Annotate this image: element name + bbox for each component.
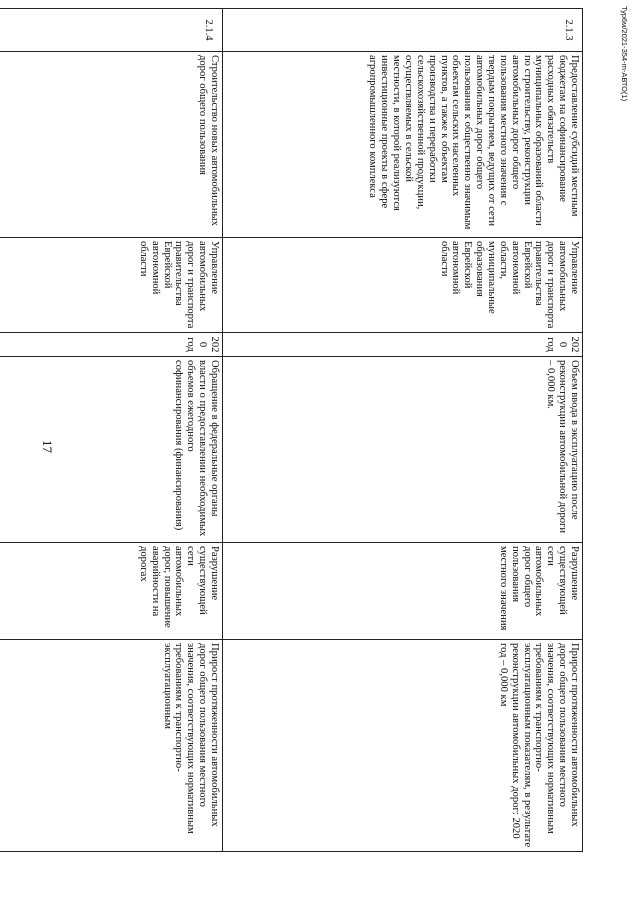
executor-cell: Управление автомобильных дорог и транспорта правительства Еврейской автономной области, муниципальные образования Еврейской автономной области [223, 238, 583, 333]
row-number: 2.1.4 [0, 9, 223, 52]
consequence-cell: Разрушение существующей сети автомобильных дорог общего пользования местного значения [223, 543, 583, 640]
measure-cell: Предоставление субсидий местным бюджетам на софинансирование расходных обязательств муниципальных образований области по строительству, реконструкции автомобильных дорог общего пользования местного значения с твердым покрытием, ведущих от сети автомобильных дорог общего пользования к общественно значимым объектам сельских населенных пунктов, а также к объектам производства и переработки сельскохозяйственной продукции, осуществляемых в сельской местности, в которой реализуются инвестиционные проекты в сфере агропромышленного комплекса [223, 52, 583, 238]
executor-cell: Управление автомобильных дорог и транспорта правительства Еврейской автономной области [0, 238, 223, 333]
result-cell: Обращение в федеральные органы власти о предоставлении необходимых объемов ежегодного софинансирования (финансирования) [0, 357, 223, 543]
row-number: 2.1.3 [223, 9, 583, 52]
measure-cell: Строительство новых автомобильных дорог общего пользования [0, 52, 223, 238]
consequence-cell: Разрушение существующей сети автомобильных дорог, повышение аварийности на дорогах [0, 543, 223, 640]
page-number: 17 [40, 440, 55, 453]
measures-table [0, 8, 583, 852]
table-row [0, 9, 223, 852]
indicator-cell: Прирост протяженности автомобильных дорог общего пользования местного значения, соответствующих нормативным требованиям к транспортно-эксплуатационным [0, 640, 223, 852]
year-cell: 2020 год [0, 333, 223, 357]
document-id: Тур6м/2021-354-m-АВТО(1) [620, 6, 629, 102]
indicator-cell: Прирост протяженности автомобильных дорог общего пользования местного значения, соответствующих нормативным требованиям к транспортно-эксплуатационным показателям, в результате реконструкции автомобильных дорог: 2020 год – 0,000 км [223, 640, 583, 852]
result-cell: Объем ввода в эксплуатацию после реконструкции автомобильной дороги – 0,000 км. [223, 357, 583, 543]
table-row [223, 9, 583, 852]
year-cell: 2020 год [223, 333, 583, 357]
